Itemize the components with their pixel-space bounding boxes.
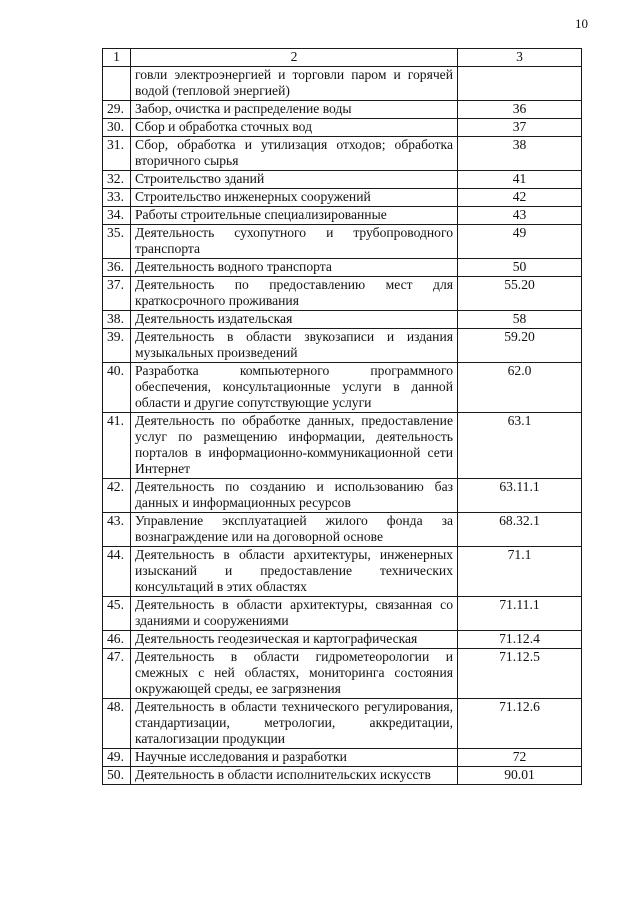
activity-code: 63.11.1 xyxy=(458,479,582,513)
row-number: 47. xyxy=(103,649,131,699)
table-row xyxy=(103,225,582,259)
activity-code: 55.20 xyxy=(458,277,582,311)
row-number xyxy=(103,67,131,101)
activity-description: Деятельность водного транспорта xyxy=(131,259,458,277)
activity-code: 50 xyxy=(458,259,582,277)
activity-code: 71.12.5 xyxy=(458,649,582,699)
table-row xyxy=(103,277,582,311)
activity-code: 42 xyxy=(458,189,582,207)
activity-code: 71.11.1 xyxy=(458,597,582,631)
column-header-description: 2 xyxy=(131,49,458,67)
activity-description: Деятельность по предоставлению мест для краткосрочного проживания xyxy=(131,277,458,311)
row-number: 29. xyxy=(103,101,131,119)
activity-codes-table xyxy=(102,48,582,785)
activity-code: 59.20 xyxy=(458,329,582,363)
table-row xyxy=(103,767,582,785)
activity-description: Деятельность в области технического регулирования, стандартизации, метрологии, аккредитации, каталогизации продукции xyxy=(131,699,458,749)
activity-description: Деятельность по обработке данных, предоставление услуг по размещению информации, деятельность порталов в информационно-коммуникационной сети Интернет xyxy=(131,413,458,479)
table-row xyxy=(103,67,582,101)
table-row xyxy=(103,479,582,513)
activity-code: 72 xyxy=(458,749,582,767)
table-row xyxy=(103,119,582,137)
row-number: 41. xyxy=(103,413,131,479)
activity-code: 71.12.6 xyxy=(458,699,582,749)
table-row xyxy=(103,597,582,631)
activity-description: Деятельность издательская xyxy=(131,311,458,329)
row-number: 44. xyxy=(103,547,131,597)
table-row xyxy=(103,189,582,207)
activity-description: Деятельность в области архитектуры, связанная со зданиями и сооружениями xyxy=(131,597,458,631)
activity-code: 38 xyxy=(458,137,582,171)
table-body xyxy=(103,67,582,785)
table-header-row xyxy=(103,49,582,67)
activity-description: Научные исследования и разработки xyxy=(131,749,458,767)
table-row xyxy=(103,649,582,699)
column-header-code: 3 xyxy=(458,49,582,67)
row-number: 32. xyxy=(103,171,131,189)
row-number: 46. xyxy=(103,631,131,649)
table-row xyxy=(103,259,582,277)
activity-description: Деятельность в области исполнительских искусств xyxy=(131,767,458,785)
row-number: 39. xyxy=(103,329,131,363)
activity-code: 63.1 xyxy=(458,413,582,479)
table-row xyxy=(103,413,582,479)
activity-code: 41 xyxy=(458,171,582,189)
table-row xyxy=(103,137,582,171)
activity-code xyxy=(458,67,582,101)
row-number: 48. xyxy=(103,699,131,749)
table-row xyxy=(103,171,582,189)
row-number: 37. xyxy=(103,277,131,311)
activity-code: 36 xyxy=(458,101,582,119)
activity-description: Забор, очистка и распределение воды xyxy=(131,101,458,119)
table-row xyxy=(103,101,582,119)
activity-description: Строительство инженерных сооружений xyxy=(131,189,458,207)
row-number: 31. xyxy=(103,137,131,171)
activity-description: Деятельность по созданию и использованию баз данных и информационных ресурсов xyxy=(131,479,458,513)
activity-description: Деятельность в области гидрометеорологии и смежных с ней областях, мониторинга состояния окружающей среды, ее загрязнения xyxy=(131,649,458,699)
activity-description: Управление эксплуатацией жилого фонда за вознаграждение или на договорной основе xyxy=(131,513,458,547)
row-number: 38. xyxy=(103,311,131,329)
table-row xyxy=(103,513,582,547)
activity-description: Разработка компьютерного программного обеспечения, консультационные услуги в данной области и другие сопутствующие услуги xyxy=(131,363,458,413)
row-number: 45. xyxy=(103,597,131,631)
column-header-number: 1 xyxy=(103,49,131,67)
activity-description: Сбор и обработка сточных вод xyxy=(131,119,458,137)
activity-code: 90.01 xyxy=(458,767,582,785)
activity-code: 43 xyxy=(458,207,582,225)
activity-code: 71.12.4 xyxy=(458,631,582,649)
row-number: 35. xyxy=(103,225,131,259)
activity-code: 71.1 xyxy=(458,547,582,597)
row-number: 49. xyxy=(103,749,131,767)
row-number: 42. xyxy=(103,479,131,513)
activity-description: Деятельность в области звукозаписи и издания музыкальных произведений xyxy=(131,329,458,363)
table-row xyxy=(103,207,582,225)
table-row xyxy=(103,699,582,749)
activity-code: 49 xyxy=(458,225,582,259)
table-row xyxy=(103,311,582,329)
activity-code: 62.0 xyxy=(458,363,582,413)
row-number: 30. xyxy=(103,119,131,137)
activity-description: Работы строительные специализированные xyxy=(131,207,458,225)
activity-description: Деятельность в области архитектуры, инженерных изысканий и предоставление технических консультаций в этих областях xyxy=(131,547,458,597)
table-row xyxy=(103,329,582,363)
table-row xyxy=(103,749,582,767)
activity-description: Деятельность сухопутного и трубопроводного транспорта xyxy=(131,225,458,259)
activity-description: Деятельность геодезическая и картографическая xyxy=(131,631,458,649)
activity-code: 37 xyxy=(458,119,582,137)
activity-code: 68.32.1 xyxy=(458,513,582,547)
page-number: 10 xyxy=(575,16,588,31)
activity-description: Сбор, обработка и утилизация отходов; обработка вторичного сырья xyxy=(131,137,458,171)
activity-description: Строительство зданий xyxy=(131,171,458,189)
table-row xyxy=(103,363,582,413)
row-number: 33. xyxy=(103,189,131,207)
activity-code: 58 xyxy=(458,311,582,329)
row-number: 40. xyxy=(103,363,131,413)
row-number: 43. xyxy=(103,513,131,547)
table-row xyxy=(103,547,582,597)
row-number: 50. xyxy=(103,767,131,785)
row-number: 34. xyxy=(103,207,131,225)
table-row xyxy=(103,631,582,649)
activity-description: говли электроэнергией и торговли паром и горячей водой (тепловой энергией) xyxy=(131,67,458,101)
row-number: 36. xyxy=(103,259,131,277)
